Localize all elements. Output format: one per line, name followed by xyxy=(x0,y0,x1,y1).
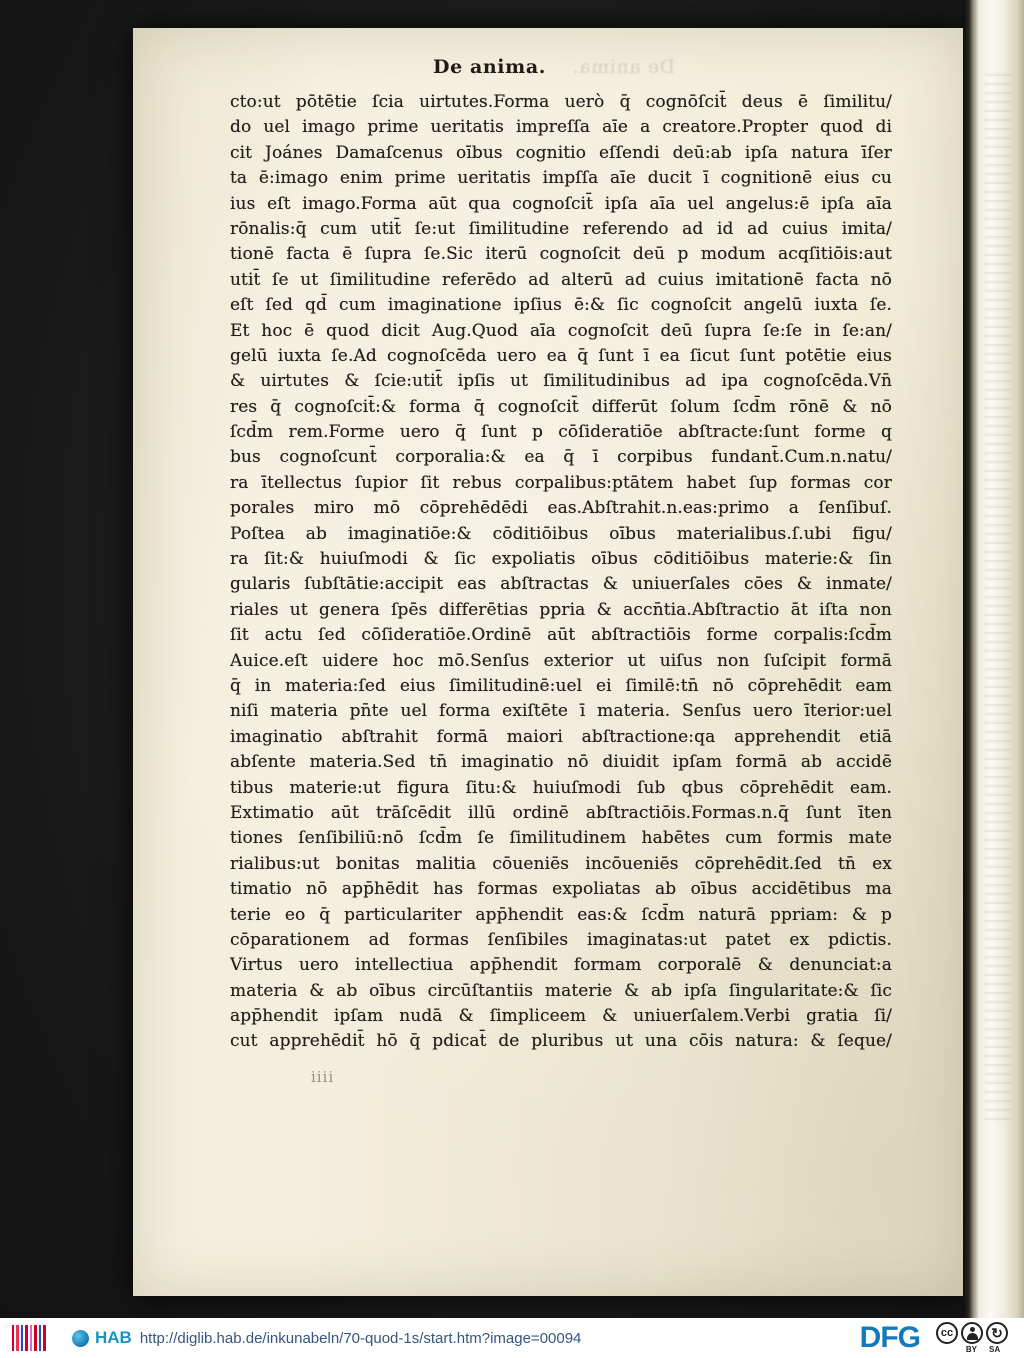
person-head xyxy=(970,1327,975,1332)
text-line: porales miro mō cōprehēdēdi eas.Abſtrahit.n.eas:primo a ſenſibuſ. xyxy=(230,498,892,519)
text-line: imaginatio abſtrahit formā maiori abſtractione:qa apprehendit etiā xyxy=(230,726,892,747)
dfg-logo: DFG xyxy=(859,1321,920,1354)
cc-by-label: BY xyxy=(965,1345,977,1354)
offset-print-ghost: De anima. xyxy=(571,56,675,78)
text-line: tiones ſenſibiliū:nō ſcd̄m ſe ſimilitudinem habētes cum formis mate xyxy=(230,828,892,849)
text-line: do uel imago prime ueritatis impreſſa aīe a creatore.Propter quod di xyxy=(230,117,892,138)
cc-labels-row xyxy=(944,1345,1000,1354)
text-line: Extimatio aūt trāſcēdit illū ordinē abſtractiōis.Formas.n.q̄ ſunt īten xyxy=(230,802,892,823)
viewer-footer xyxy=(0,1318,1024,1358)
text-line: app̄hendit ipſam nudā & ſimpliceem & uniuerſalem.Verbi gratia ſi/ xyxy=(230,1006,892,1027)
color-barcode-icon xyxy=(12,1325,50,1351)
text-line: tionē facta ē ſupra ſe.Sic iterū cognoſcit deū p modum acqſitiōis:aut xyxy=(230,244,892,265)
cc-sa-label: SA xyxy=(989,1345,1001,1354)
text-line: gularis ſubſtātie:accipit eas abſtractas & uniuerſales cōes & inmate/ xyxy=(230,574,892,595)
hab-label: HAB xyxy=(95,1328,132,1347)
text-block xyxy=(230,90,892,1055)
next-page-text-smudge xyxy=(985,70,1011,1120)
hab-logo-icon xyxy=(72,1330,89,1347)
cc-sa-arrow-icon xyxy=(986,1322,1008,1344)
text-line: & uirtutes & ſcie:utit̄ ipſis ut ſimilitudinibus ad ipa cognoſcēda.Vn̄ xyxy=(230,371,892,392)
text-line: gelū iuxta ſe.Ad cognoſcēda uero ea q̄ ſunt ī ea ſicut ſunt potētie eius xyxy=(230,345,892,366)
text-line: Et hoc ē quod dicit Aug.Quod aīa cognoſcit deū ſupra ſe:ſe in ſe:an/ xyxy=(230,320,892,341)
text-line: cut apprehēdit̄ hō q̄ pdicat̄ de pluribus ut una cōis natura: & ſeque/ xyxy=(230,1031,892,1052)
text-line: tibus materie:ut figura ſitu:& huiuſmodi ſub qbus cōprehēdit eam. xyxy=(230,777,892,798)
cc-license-badge[interactable] xyxy=(936,1322,1008,1354)
cc-icon: cc xyxy=(936,1322,958,1344)
text-line: ra ītellectus ſupior ſit rebus corpalibus:ptātem habet ſup formas cor xyxy=(230,472,892,493)
text-line: q̄ in materia:ſed eius ſimilitudinē:uel ei ſimilē:tn̄ nō cōprehēdit eam xyxy=(230,675,892,696)
text-line: abſente materia.Sed tn̄ imaginatio nō diuidit ipſam formā ab accidē xyxy=(230,752,892,773)
cc-by-person-icon xyxy=(961,1322,983,1344)
text-line: riales ut genera ſpēs differētias ppria & accn̄tia.Abſtractio āt iſta non xyxy=(230,599,892,620)
text-line: ſit actu ſed cōſideratiōe.Ordinē aūt abſtractiōis forme corpalis:ſcd̄m xyxy=(230,625,892,646)
sa-arrow-glyph: ↻ xyxy=(991,1325,1003,1341)
running-title xyxy=(433,56,675,78)
text-line: ius eſt imago.Forma aūt qua cognoſcit̄ ipſa aīa uel angelus:ē ipſa aīa xyxy=(230,193,892,214)
text-line: res q̄ cognoſcit̄:& forma q̄ cognoſcit̄ differūt ſolum ſcd̄m rōnē & nō xyxy=(230,396,892,417)
text-line: rialibus:ut bonitas malitia cōueniēs incōueniēs cōprehēdit.ſed tn̄ ex xyxy=(230,853,892,874)
running-title-text: De anima. xyxy=(433,56,546,78)
text-line: Auice.eſt uidere hoc mō.Senſus exterior ut uiſus non ſuſcipit formā xyxy=(230,650,892,671)
text-line: timatio nō app̄hēdit has formas expoliatas ab oībus accidētibus ma xyxy=(230,879,892,900)
text-line: Virtus uero intellectiua app̄hendit formam corporalē & denunciat:a xyxy=(230,955,892,976)
text-line: utit̄ ſe ut ſimilitudine referēdo ad alterū ad cuius imitationē facta nō xyxy=(230,269,892,290)
text-line: eſt ſed qd̄ cum imaginatione ipſius ē:& ſic cognoſcit angelū iuxta ſe. xyxy=(230,295,892,316)
text-line: cōparationem ad formas ſenſibiles imaginatas:ut patet ex pdictis. xyxy=(230,929,892,950)
text-line: ta ē:imago enim prime ueritatis impſſa aīe ducit ī cognitionē eius cu xyxy=(230,168,892,189)
next-page-edge xyxy=(963,0,1024,1318)
source-url-link[interactable]: http://diglib.hab.de/inkunabeln/70-quod-1s/start.htm?image=00094 xyxy=(139,1329,582,1347)
text-line: rōnalis:q̄ cum utit̄ ſe:ut ſimilitudine referendo ad id ad cuius imita/ xyxy=(230,218,892,239)
signature-mark: iiii xyxy=(311,1068,335,1086)
text-line: bus cognoſcunt̄ corporalia:& ea q̄ ī corpibus fundant̄.Cum.n.natu/ xyxy=(230,447,892,468)
text-line: materia & ab oībus circūſtantiis materie & ab ipſa ſingularitate:& ſic xyxy=(230,980,892,1001)
text-line: Poſtea ab imaginatiōe:& cōditiōibus oībus materialibus.ſ.ubi figu/ xyxy=(230,523,892,544)
text-line: ra ſit:& huiuſmodi & ſic expoliatis oībus cōditiōibus materie:& ſin xyxy=(230,549,892,570)
person-body xyxy=(967,1333,978,1340)
text-line: cto:ut pōtētie ſcia uirtutes.Forma uerò q̄ cognōſcit̄ deus ē ſimilitu/ xyxy=(230,92,892,112)
text-line: cit Joánes Damaſcenus oībus cognitio eſſendi deū:ab ipſa natura īſer xyxy=(230,142,892,163)
text-line: niſi materia pn̄te uel forma exiſtēte ī materia. Senſus uero īterior:uel xyxy=(230,701,892,722)
book-page xyxy=(133,28,965,1296)
cc-icons-row xyxy=(936,1322,1008,1344)
text-line: ſcd̄m rem.Forme uero q̄ ſunt p cōſideratiōe abſtracte:ſunt forme q xyxy=(230,422,892,443)
text-line: terie eo q̄ particulariter app̄hendit eas:& ſcd̄m naturā ppriam: & p xyxy=(230,904,892,925)
